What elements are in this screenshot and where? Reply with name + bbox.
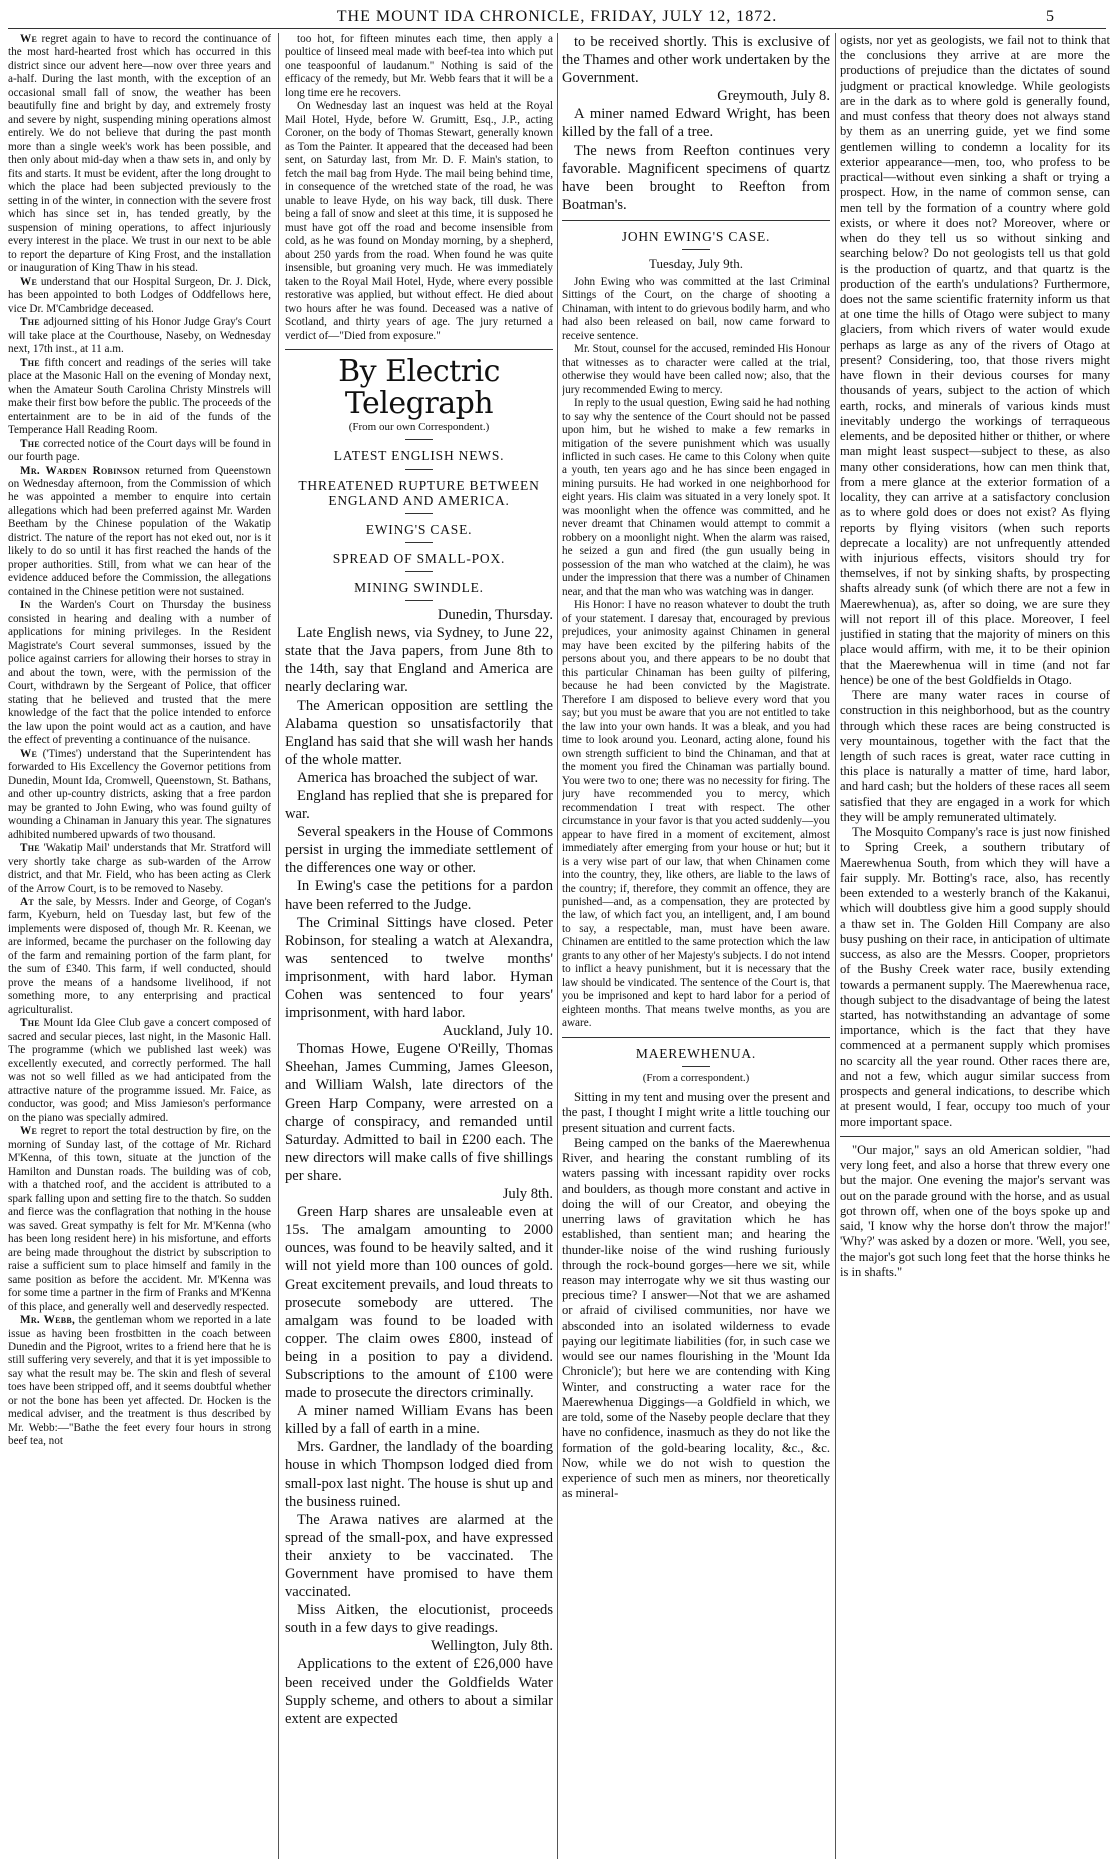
separator	[405, 513, 433, 514]
separator	[682, 249, 710, 250]
separator	[405, 571, 433, 572]
paragraph-lead: The	[20, 356, 40, 369]
headline: MINING SWINDLE.	[354, 579, 484, 595]
separator	[405, 600, 433, 601]
masthead	[0, 0, 1114, 30]
paragraph-text: understand that our Hospital Surgeon, Dr. J. Dick, has been appointed to both Lodges of Oddfellows here, vice Dr. M'Cambridge deceased.	[8, 275, 271, 315]
telegram-paragraph: to be received shortly. This is exclusive of the Thames and other work undertaken by the Government.	[562, 34, 830, 87]
telegram-paragraph: Mrs. Gardner, the landlady of the boarding house in which Thompson lodged died from small-pox last night. The house is shut up and the business ruined.	[285, 1439, 553, 1510]
telegram-paragraph: Late English news, via Sydney, to June 22, state that the Java papers, from June 8th to the 14th, say that England and America are nearly declaring war.	[285, 625, 553, 696]
section-rule	[562, 220, 830, 221]
column-rule	[278, 33, 279, 1859]
local-paragraph	[8, 599, 271, 747]
paragraph-text: adjourned sitting of his Honor Judge Gray's Court will take place at the Courthouse, Naseby, on Wednesday next, 17th inst., at 11 a.m.	[8, 316, 271, 356]
byline: (From a correspondent.)	[642, 1071, 750, 1084]
paragraph-text: corrected notice of the Court days will be found in our fourth page.	[8, 437, 271, 464]
paragraph-text: fifth concert and readings of the series will take place at the Masonic Hall on the evening of Monday next, when the Amateur South Carolina Christy Minstrels will make their first bow before the public. The proceeds of the entertainment are to be in aid of the funds of the Temperance Hall Reading Room.	[8, 356, 271, 437]
section-rule	[562, 1037, 830, 1038]
separator	[405, 439, 433, 440]
dateline: Dunedin, Thursday.	[437, 607, 553, 624]
paragraph-lead: The	[20, 842, 40, 855]
telegram-paragraph: Several speakers in the House of Commons persist in urging the immediate settlement of the differences one way or other.	[285, 824, 553, 877]
local-paragraph: too hot, for fifteen minutes each time, then apply a poultice of linseed meal made with beef-tea into which put one teaspoonful of laudanum." Nothing is said of the efficacy of the remedy, but Mr. Webb fears that it will be a long time ere he recovers.	[285, 33, 553, 99]
paragraph-text: the sale, by Messrs. Inder and George, of Cogan's farm, Kyeburn, held on Tuesday last, but few of the implements were disposed of, though Mr. R. Keenan, we are informed, became the purchaser on the following day of the farm and remaining portion of the farm plant, for the sum of £340. This farm, if well conducted, should prove the means of a handsome livelihood, if not something more, to any enterprising and practical agriculturalist.	[8, 896, 271, 1016]
paragraph-text: returned from Queenstown on Wednesday afternoon, from the Commission of which he was appointed a member to enquire into certain allegations which had been preferred against Mr. Warden Beetham by the Chinese population of the Wakatip district. The nature of the report has not eked out, nor is it likely to do so until it has first reached the hands of the proper authorities. Still, from what we can hear of the evidence adduced before the Commission, the allegations contained in the Chinese petition were not sustained.	[8, 464, 271, 598]
column-rule	[835, 33, 836, 1859]
telegram-paragraph: England has replied that she is prepared for war.	[285, 787, 553, 823]
paragraph-lead: In	[20, 599, 31, 612]
paragraph-text: regret again to have to record the continuance of the most hard-hearted frost which has occurred in this district since our advent here—now over three years and a-half. During the last month, with the exception of an occasional small fall of snow, the weather has been beautifully fine and bright by day, and extremely frosty and severe by night, suspending mining operations almost entirely. We do not believe that during the past month more than a single week's work has been possible, and then only about mid-day when a thaw sets in, and only by fits and starts. It must be evident, after the long drought to which the place had been subjected previously to the setting in of the winter, in connection with the severe frost which has since set in, has tended greatly, by the suspension of mining operations, to affect injuriously every interest in the place. We trust in our next to be able to report the departure of King Frost, and the installation or inauguration of King Thaw in his stead.	[8, 33, 271, 275]
local-paragraph	[8, 357, 271, 438]
local-paragraph	[8, 316, 271, 356]
headline: EWING'S CASE.	[365, 521, 473, 537]
telegram-paragraph: Green Harp shares are unsaleable even at 15s. The amalgam amounting to 2000 ounces, was found to be heavily salted, and it will not yield more than 100 ounces of gold. Great excitement prevails, and loud threats to prosecute somebody are uttered. The amalgam was found to be loaded with copper. The claim owes £800, instead of being in a position to pay a dividend. Subscriptions to the amount of £100 were made to prosecute the directors criminally.	[285, 1204, 553, 1402]
telegram-paragraph: The Criminal Sittings have closed. Peter Robinson, for stealing a watch at Alexandra, was sentenced to twelve months' imprisonment, with hard labor. Hyman Cohen was sentenced to four years' imprisonment, with hard labor.	[285, 914, 553, 1022]
anecdote-paragraph: "Our major," says an old American soldier, "had very long feet, and also a horse that threw every one but the major. One evening the major's servant was out on the parade ground with the horse, and as usual got thrown off, when one of the boys spoke up and said, 'I know why the horse don't throw the major!' 'Why?' was asked by a dozen or more. 'Well, you see, the major's got such long feet that the horse thinks he is in shafts."	[840, 1142, 1110, 1279]
report-paragraph: In reply to the usual question, Ewing said he had nothing to say why the sentence of the Court should not be passed upon him, but he wished to make a few remarks in mitigation of the severe punishment which was usually inflicted in such cases. He came to this Colony when quite a youth, ten years ago and he has since been engaged in mining pursuits. He had worked in one neighborhood for eight years. His claim was situated in a very lonely spot. It was moonlight when the offence was committed, and he never dreamt that Chinamen would attempt to commit a robbery on a moonlight night. When the alarm was raised, he seized a gun and fired (the gun usually being in possession of the man who watched at the claim), he was under the impression that there was a number of Chinamen near, and that the man who was watching was in danger.	[562, 397, 830, 598]
paragraph-text: the gentleman whom we reported in a late issue as having been frostbitten in the coach between Dunedin and the Pigroot, writes to a friend here that he is still suffering very severely, and that it is yet impossible to say what the result may be. The skin and flesh of several toes have been stripped off, and it seems doubtful whether or not the bone has been yet affected. Dr. Hocken is the medical adviser, and the treatment is thus described by Mr. Webb:—"Bathe the feet every four hours in strong beef tea, not	[8, 1314, 271, 1448]
local-paragraph	[8, 1125, 271, 1314]
paragraph-lead: Mr. Warden Robinson	[20, 464, 140, 477]
local-paragraph: On Wednesday last an inquest was held at the Royal Mail Hotel, Hyde, before W. Grumitt, Esq., J.P., acting Coroner, on the body of Thomas Stewart, generally known as Tom the Painter. It appeared that the deceased had been sent, on Saturday last, from Mr. D. F. Main's station, to fetch the mail bag from Hyde. The mail being behind time, in consequence of the wretched state of the road, he was unable to leave Hyde, on his way back, till dusk. There being a fall of snow and sleet at this time, it is supposed he must have got off the road and become insensible from cold, as he was found on Monday morning, by a shepherd, about 250 yards from the road. When found he was quite insensible, but groaning very much. He was immediately taken to the Royal Mail Hotel, Hyde, where every possible restorative was applied, but without effect. He died about two hours after he was found. Deceased was a native of Scotland, and thirty years of age. The jury returned a verdict of—"Died from exposure."	[285, 100, 553, 342]
dateline: Wellington, July 8th.	[430, 1638, 553, 1655]
letter-paragraph: Being camped on the banks of the Maerewhenua River, and hearing the constant rumbling of its waters passing with incessant rapidity over rocks and boulders, as though more constant and active in doing the will of our Creator, and obeying the unerring laws of gravitation which he has established, than sentient man; and hearing the thunder-like noise of the wind rushing furiously through the rock-bound gorges—here we sit, while reason may interrogate why we sit thus wasting our precious time? I answer—Not that we are ashamed or afraid of civilised communities, nor have we absconded into an isolated wilderness to evade paying our legitimate liabilities (for, in such case we would see our names flourishing in the 'Mount Ida Chronicle'); but here we are contending with King Winter, and constructing a water race for the Maerewhenua Diggings—a Goldfield in which, we are told, some of the Naseby people declare that they have no confidence, inasmuch as they do not like the formation of the gold-bearing locality, &c., &c. Now, while we do not wish to question the experience of such men as miners, nor theoretically as mineral-	[562, 1135, 830, 1501]
telegram-paragraph: A miner named William Evans has been killed by a fall of earth in a mine.	[285, 1403, 553, 1438]
letter-paragraph: The Mosquito Company's race is just now finished to Spring Creek, a southern tributary of Maerewhenua South, from which they will have a fair supply. Mr. Botting's race, also, has recently been extended to a westerly branch of the Kakanui, which will doubtless give him a good supply should a thaw set in. The Golden Hill Company are also busy pushing on their race, in anticipation of ultimate success, as also are the Messrs. Cooper, proprietors of the Bushy Creek water race, busily extending towards a permanent supply. The Maerewhenua race, though subject to the disadvantage of being the latest started, has notwithstanding an advantage of some importance, which is the fact that they have commenced at a permanent supply which promises no scarcity all the year round. Other races there are, and not a few, which augur similar success from prospects and general indications, to describe which at present would, I fear, occupy too much of your more important space.	[840, 825, 1110, 1129]
separator	[405, 542, 433, 543]
paragraph-lead: We	[20, 275, 38, 288]
headline: MAEREWHENUA.	[635, 1045, 757, 1061]
dateline: July 8th.	[502, 1186, 553, 1203]
paragraph-text: Mount Ida Glee Club gave a concert composed of sacred and secular pieces, last night, in the Masonic Hall. The programme (which we published last week) was excellently executed, and correctly performed. The hall was not so well filled as we had anticipated from the attractive nature of the programme issued. Mr. Faice, as conductor, was good; and Miss Jamieson's performance on the piano was specially admired.	[8, 1017, 271, 1124]
paragraph-lead: We	[20, 33, 38, 45]
headline: THREATENED RUPTURE BETWEEN ENGLAND AND AMERICA.	[298, 477, 540, 508]
local-paragraph	[8, 842, 271, 896]
headline: SPREAD OF SMALL-POX.	[332, 550, 506, 566]
letter-paragraph: Sitting in my tent and musing over the present and the past, I thought I might write a little touching our present situation and current facts.	[562, 1090, 830, 1135]
section-rule	[285, 349, 553, 350]
column-4	[840, 33, 1110, 1859]
letter-paragraph: ogists, nor yet as geologists, we fail not to think that the conclusions they arrive at are more the productions of prejudice than the dictates of sound judgment or practical knowledge. While geologists are in the dark as to where gold is generally found, and must confess that theory does not always stand by them as an unerring guide, yet we find some gentlemen willing to condemn a locality for its exterior appearance—men, too, who profess to be practical—without even sinking a shaft or trying a prospect. How, in the name of common sense, can men tell by the formation of a country where gold exists, or where it does not? Moreover, where or when do they tell us so without sinking and searching below? Do not geologists tell us that gold is the production of quartz, and that quartz is the production of the earth's undulations? Furthermore, does not the same scientific fraternity inform us that at one time the hills of Otago were subject to many glaciers, from which rivers of water would exude perhaps as large as any of the rivers of Otago at present? Considering, too, that those rivers might have flown in their devious courses for many thousands of years, subject to the action of which earth, rocks, and minerals of various kinds must inevitably undergo the workings of terraqueous elements, and be deposited hither or thither, or where man might least suspect—subject to these, as also many other considerations, how can men think that, from a mere glance at the exterior formation of a locality, they can arrive at a satisfactory conclusion as to where gold does or does not exist? As flying reports by flying visitors (when such reports deprecate a locality) are not unfrequently attended with injurious effects, visitors should try for themselves, if not by sinking shafts, by prospecting shafts already sunk (of which there are not a few in Maerewhenua), as, after so doing, we are sure they will not report ill of this place. Moreover, I feel justified in stating that the majority of miners on this place would affirm, with me, it to be their opinion that the Maerewhenua will in time (and not far hence) be one of the best Goldfields in Otago.	[840, 33, 1110, 687]
telegram-paragraph: In Ewing's case the petitions for a pardon have been referred to the Judge.	[285, 878, 553, 913]
letter-paragraph: There are many water races in course of construction in this neighborhood, but as the country through which these races are being constructed is very mountainous, together with the fact that the length of such races is great, water race cutting in this place is naturally a matter of time, hard labor, and hard cash; but the holders of these races all seem satisfied that they are engaged in a work for which they will be amply remunerated ultimately.	[840, 688, 1110, 824]
dateline: Greymouth, July 8.	[717, 88, 830, 105]
local-paragraph	[8, 1314, 271, 1449]
telegram-paragraph: Applications to the extent of £26,000 have been received under the Goldfields Water Supply scheme, and others to about a similar extent are expected	[285, 1656, 553, 1727]
report-paragraph: His Honor: I have no reason whatever to doubt the truth of your statement. I daresay that, encouraged by previous prejudices, your animosity against Chinamen in general may have been excited by the pilfering habits of the persons about you, and there appears to be no doubt that this particular Chinaman has been guilty of pilfering, because he had been convicted by the Magistrate. Therefore I am disposed to believe every word that you say; but you must be aware that you are not entitled to take the law into your own hands. It was a bleak, and you had time to look around you. Leonard, acting alone, found his own strength sufficient to bind the Chinaman, and that at the moment you fired the Chinaman was partially bound. You were two to one; there was no necessity for firing. The jury have recommended you to mercy, which recommendation I treat with respect. The other circumstance in your favor is that you acted suddenly—you appear to have fired in a moment of excitement, almost immediately after emerging from your house or hut; but it is a very wise part of our law, that when Chinamen come into the country, they, like others, are liable to the laws of the country; if, therefore, they commit an offence, they are punished—and, as a compensation, they are protected by the law, of which fact you, an intelligent, and, I am bound to say, a respectable, man, must have been aware. Chinamen are entitled to the same protection which the law grants to any other of her Majesty's subjects. I do not intend to inflict a heavy punishment, but it is necessary that the law should be vindicated. The sentence of the Court is, that you be imprisoned and kept to hard labor for a period of eighteen months. That means twelve months, as you are aware.	[562, 599, 830, 1030]
telegraph-title: By Electric Telegraph	[338, 354, 500, 421]
headline: JOHN EWING'S CASE.	[621, 228, 771, 244]
telegram-paragraph: The news from Reefton continues very favorable. Magnificent specimens of quartz have been brought to Reefton from Boatman's.	[562, 142, 830, 213]
paragraph-lead: At	[20, 896, 35, 908]
telegram-paragraph: A miner named Edward Wright, has been killed by the fall of a tree.	[562, 106, 830, 141]
section-rule	[840, 1136, 1110, 1137]
local-paragraph	[8, 1017, 271, 1125]
dateline: Tuesday, July 9th.	[648, 256, 744, 272]
telegram-paragraph: The Arawa natives are alarmed at the spread of the small-pox, and have expressed their anxiety to be vaccinated. The Government have promised to have them vaccinated.	[285, 1511, 553, 1601]
column-3	[562, 33, 830, 1859]
paragraph-lead: We	[20, 1125, 38, 1138]
headline: LATEST ENGLISH NEWS.	[333, 448, 505, 464]
paragraph-text: the Warden's Court on Thursday the business consisted in hearing and dealing with a number of applications for mining privileges. In the Resident Magistrate's Court several summonses, issued by the police against carriers for allowing their horses to stray in and about the town, were, with the permission of the Court, withdrawn by the Sergeant of Police, that officer stating that he believed and trusted that the mere knowledge of the fact that the police intended to enforce the law upon the point would act as a caution, and have the effect of preventing a continuance of the nuisance.	[8, 599, 271, 747]
paragraph-lead: The	[20, 1017, 40, 1030]
paragraph-lead: The	[20, 437, 40, 450]
separator	[405, 469, 433, 470]
local-paragraph	[8, 465, 271, 600]
column-2	[285, 33, 553, 1859]
column-rule	[557, 33, 558, 1859]
telegram-paragraph: The American opposition are settling the Alabama question so unsatisfactorily that England has said that she will wash her hands of the whole matter.	[285, 697, 553, 768]
report-paragraph: Mr. Stout, counsel for the accused, reminded His Honour that witnesses as to character were called at the trial, otherwise they would have been called now; also, that the jury recommended Ewing to mercy.	[562, 343, 830, 396]
local-paragraph	[8, 33, 271, 276]
local-paragraph	[8, 748, 271, 842]
paragraph-text: regret to report the total destruction by fire, on the morning of Sunday last, of the cottage of Mr. Richard M'Kenna, of this town, situate at the junction of the Hamilton and Dunstan roads. The building was of cob, with a thatched roof, and the accident is attributed to a spark falling upon and setting fire to the thatch. So sudden and fierce was the conflagration that nothing in the house was saved. Great sympathy is felt for Mr. M'Kenna (who has been long resident here) in his misfortune, and efforts are being made throughout the district by subscription to raise a sufficient sum to place himself and family in the same position as before the accident. Mr. M'Kenna was for some time a partner in the firm of Franks and M'Kenna of this place, and generally well and deservedly respected.	[8, 1125, 271, 1313]
report-paragraph: John Ewing who was committed at the last Criminal Sittings of the Court, on the charge of shooting a Chinaman, with intent to do grievous bodily harm, and who had also been released on bail, now came forward to receive sentence.	[562, 275, 830, 342]
paragraph-text: 'Wakatip Mail' understands that Mr. Stratford will very shortly take charge as sub-warden of the Arrow district, and that Mr. Field, who has been acting as Clerk of the Arrow Court, is to be removed to Naseby.	[8, 842, 271, 895]
telegram-paragraph: Miss Aitken, the elocutionist, proceeds south in a few days to give readings.	[285, 1602, 553, 1637]
paragraph-text: ('Times') understand that the Superintendent has forwarded to His Excellency the Governor petitions from Dunedin, Mount Ida, Cromwell, Queenstown, St. Bathans, and other up-country districts, asking that a free pardon may be granted to John Ewing, who was found guilty of wounding a Chinaman in January this year. The signatures adhibited numbered upwards of two thousand.	[8, 747, 271, 841]
masthead-title: THE MOUNT IDA CHRONICLE, FRIDAY, JULY 12, 1872.	[336, 8, 778, 25]
masthead-rule	[8, 28, 1106, 29]
telegraph-subtitle: (From our own Correspondent.)	[348, 421, 490, 434]
paragraph-lead: The	[20, 316, 40, 329]
page-number: 5	[1046, 8, 1054, 25]
paragraph-lead: We	[20, 747, 38, 760]
paragraph-lead: Mr. Webb,	[20, 1314, 76, 1327]
separator	[682, 1066, 710, 1067]
telegram-paragraph: America has broached the subject of war.	[297, 769, 539, 786]
column-1	[8, 33, 271, 1859]
dateline: Auckland, July 10.	[442, 1023, 553, 1040]
local-paragraph	[8, 438, 271, 465]
local-paragraph	[8, 896, 271, 1017]
local-paragraph	[8, 276, 271, 316]
telegram-paragraph: Thomas Howe, Eugene O'Reilly, Thomas Sheehan, James Cumming, James Gleeson, and William Walsh, late directors of the Green Harp Company, were arrested on a charge of conspiracy, and remanded until Saturday. Admitted to bail in £200 each. The new directors will make calls of five shillings per share.	[285, 1041, 553, 1184]
